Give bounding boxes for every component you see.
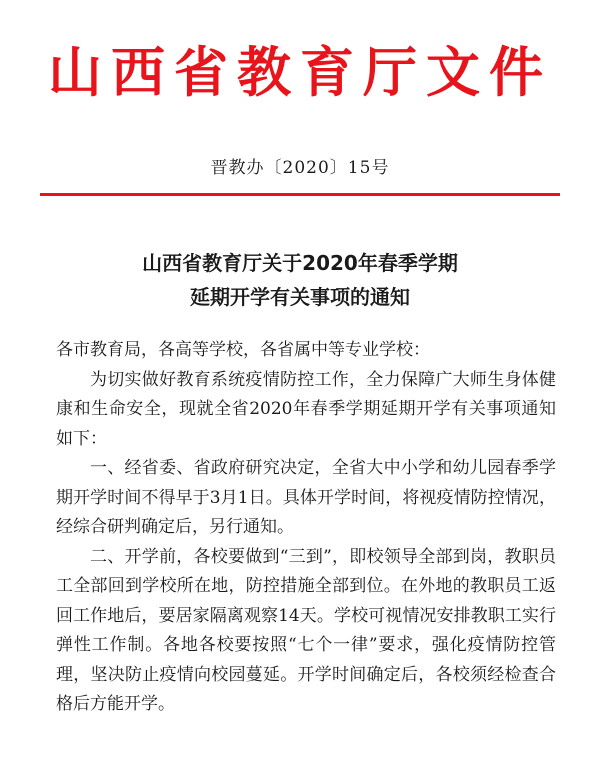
- document-header-title: 山西省教育厅文件: [48, 40, 552, 104]
- header-divider: [40, 193, 560, 196]
- notice-title: [0, 246, 600, 314]
- body-paragraph: 为切实做好教育系统疫情防控工作，全力保障广大师生身体健康和生命安全，现就全省2020年春季学期延期开学有关事项通知如下：: [56, 369, 556, 449]
- document-number: 晋教办〔2020〕15号: [210, 158, 390, 178]
- salutation: 各市教育局，各高等学校，各省属中等专业学校：: [56, 340, 430, 360]
- notice-body: [56, 336, 556, 720]
- notice-title-line-1: 山西省教育厅关于2020年春季学期: [142, 251, 458, 275]
- body-paragraph: 一、经省委、省政府研究决定，全省大中小学和幼儿园春季学期开学时间不得早于3月1日。具体开学时间，将视疫情防控情况，经综合研判确定后，另行通知。: [56, 458, 556, 537]
- body-paragraph: 二、开学前，各校要做到“三到”，即校领导全部到岗，教职员工全部回到学校所在地，防控措施全部到位。在外地的教职员工返回工作地后，要居家隔离观察14天。学校可视情况安排教职工实行弹性工作制。各地各校要按照“七个一律”要求，强化疫情防控管理，坚决防止疫情向校园蔓延。开学时间确定后，各校须经检查合格后方能开学。: [56, 546, 556, 714]
- notice-title-line-2: 延期开学有关事项的通知: [190, 285, 410, 309]
